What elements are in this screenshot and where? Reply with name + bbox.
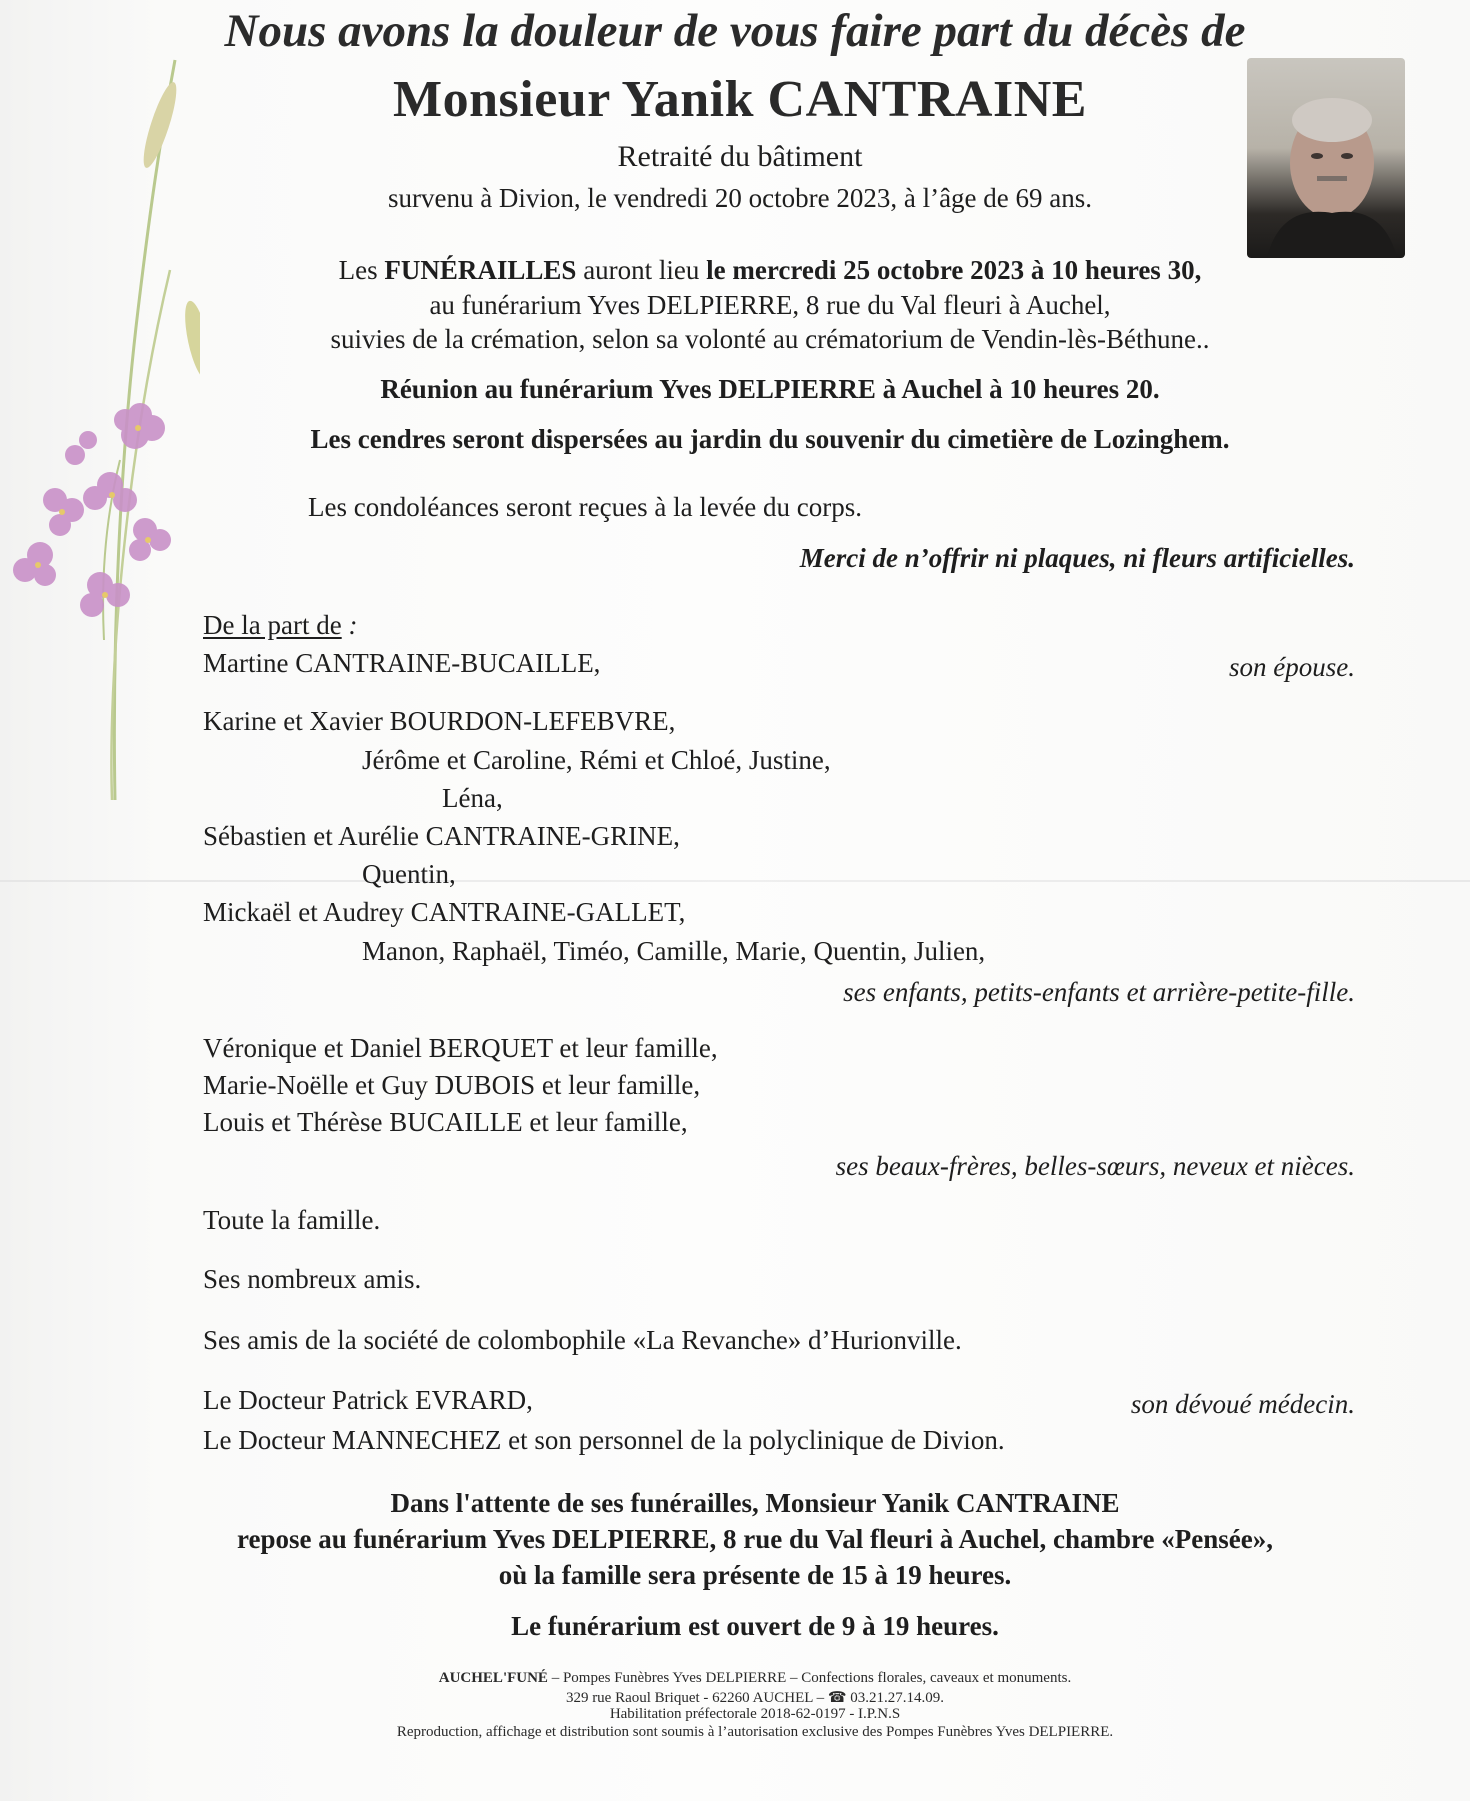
- footer-copyright: Reproduction, affichage et distribution sont soumis à l’autorisation exclusive des Pompes Funèbres Yves DELPIERRE.: [396, 1724, 1114, 1740]
- from-label: [203, 610, 357, 641]
- condolences-line: Les condoléances seront reçues à la levée du corps.: [308, 492, 863, 522]
- wife-name: Martine CANTRAINE-BUCAILLE,: [203, 648, 601, 678]
- friends-line: Ses nombreux amis.: [203, 1264, 422, 1294]
- inlaw-2: Marie-Noëlle et Guy DUBOIS et leur famille,: [203, 1070, 701, 1100]
- wife-role: son épouse.: [1229, 652, 1355, 682]
- funeral-keyword: FUNÉRAILLES: [384, 255, 577, 285]
- wheat-flower-decoration: [0, 40, 200, 820]
- children-role: ses enfants, petits-enfants et arrière-petite-fille.: [843, 977, 1355, 1007]
- ashes-line: Les cendres seront dispersées au jardin du souvenir du cimetière de Lozinghem.: [310, 424, 1230, 454]
- page-fold-line: [0, 880, 1470, 882]
- meeting-line: Réunion au funérarium Yves DELPIERRE à Auchel à 10 heures 20.: [380, 374, 1160, 404]
- funeral-line-2: au funérarium Yves DELPIERRE, 8 rue du Val fleuri à Auchel,: [429, 290, 1111, 320]
- inlaw-3: Louis et Thérèse BUCAILLE et leur famille,: [203, 1107, 688, 1137]
- child-1: Karine et Xavier BOURDON-LEFEBVRE,: [203, 706, 676, 736]
- occupation: Retraité du bâtiment: [617, 140, 863, 173]
- portrait-photo: [1247, 58, 1405, 258]
- from-label-text: De la part de: [203, 610, 342, 640]
- grandchildren-3: Manon, Raphaël, Timéo, Camille, Marie, Quentin, Julien,: [362, 936, 986, 966]
- inlaws-role: ses beaux-frères, belles-sœurs, neveux et nièces.: [835, 1151, 1355, 1181]
- deceased-name: Monsieur Yanik CANTRAINE: [393, 71, 1087, 128]
- funeral-text-c: auront lieu: [576, 255, 707, 285]
- child-3: Mickaël et Audrey CANTRAINE-GALLET,: [203, 897, 686, 927]
- rest-line-2: repose au funérarium Yves DELPIERRE, 8 rue du Val fleuri à Auchel, chambre «Pensée»,: [236, 1524, 1273, 1554]
- footer-line-1: [20, 1670, 1470, 1687]
- funeral-line-1: [180, 255, 1360, 286]
- announcement-heading: Nous avons la douleur de vous faire part du décès de: [224, 5, 1246, 57]
- doctor-line: Le Docteur Patrick EVRARD,: [203, 1385, 533, 1415]
- rest-line-1: Dans l'attente de ses funérailles, Monsieur Yanik CANTRAINE: [390, 1488, 1120, 1518]
- grandchildren-1: Jérôme et Caroline, Rémi et Chloé, Justine,: [362, 745, 831, 775]
- funeral-line-3: suivies de la crémation, selon sa volonté au crématorium de Vendin-lès-Béthune..: [330, 324, 1210, 354]
- opening-hours-line: Le funérarium est ouvert de 9 à 19 heures.: [511, 1611, 999, 1641]
- pigeon-club-line: Ses amis de la société de colombophile «La Revanche» d’Hurionville.: [203, 1325, 962, 1355]
- footer-services: – Pompes Funèbres Yves DELPIERRE – Confections florales, caveaux et monuments.: [547, 1670, 1072, 1686]
- inlaw-1: Véronique et Daniel BERQUET et leur famille,: [203, 1033, 718, 1063]
- footer-license: Habilitation préfectorale 2018-62-0197 - I.P.N.S: [609, 1706, 901, 1722]
- no-flowers-line: Merci de n’offrir ni plaques, ni fleurs artificielles.: [799, 543, 1355, 573]
- grandchildren-2: Quentin,: [362, 859, 456, 889]
- footer-address: 329 rue Raoul Briquet - 62260 AUCHEL – ☎ 03.21.27.14.09.: [565, 1690, 945, 1706]
- footer-brand: AUCHEL'FUNÉ: [438, 1670, 548, 1686]
- doctor-role: son dévoué médecin.: [1130, 1389, 1355, 1419]
- from-label-colon: :: [341, 610, 358, 640]
- funeral-datetime: le mercredi 25 octobre 2023 à 10 heures 30,: [706, 255, 1202, 285]
- great-grandchild: Léna,: [442, 783, 503, 813]
- all-family-line: Toute la famille.: [203, 1205, 381, 1235]
- rest-line-3: où la famille sera présente de 15 à 19 heures.: [498, 1560, 1012, 1590]
- death-info: survenu à Divion, le vendredi 20 octobre 2023, à l’âge de 69 ans.: [387, 183, 1093, 213]
- child-2: Sébastien et Aurélie CANTRAINE-GRINE,: [203, 821, 680, 851]
- funeral-text-a: Les: [338, 255, 385, 285]
- clinic-line: Le Docteur MANNECHEZ et son personnel de la polyclinique de Divion.: [203, 1425, 1005, 1455]
